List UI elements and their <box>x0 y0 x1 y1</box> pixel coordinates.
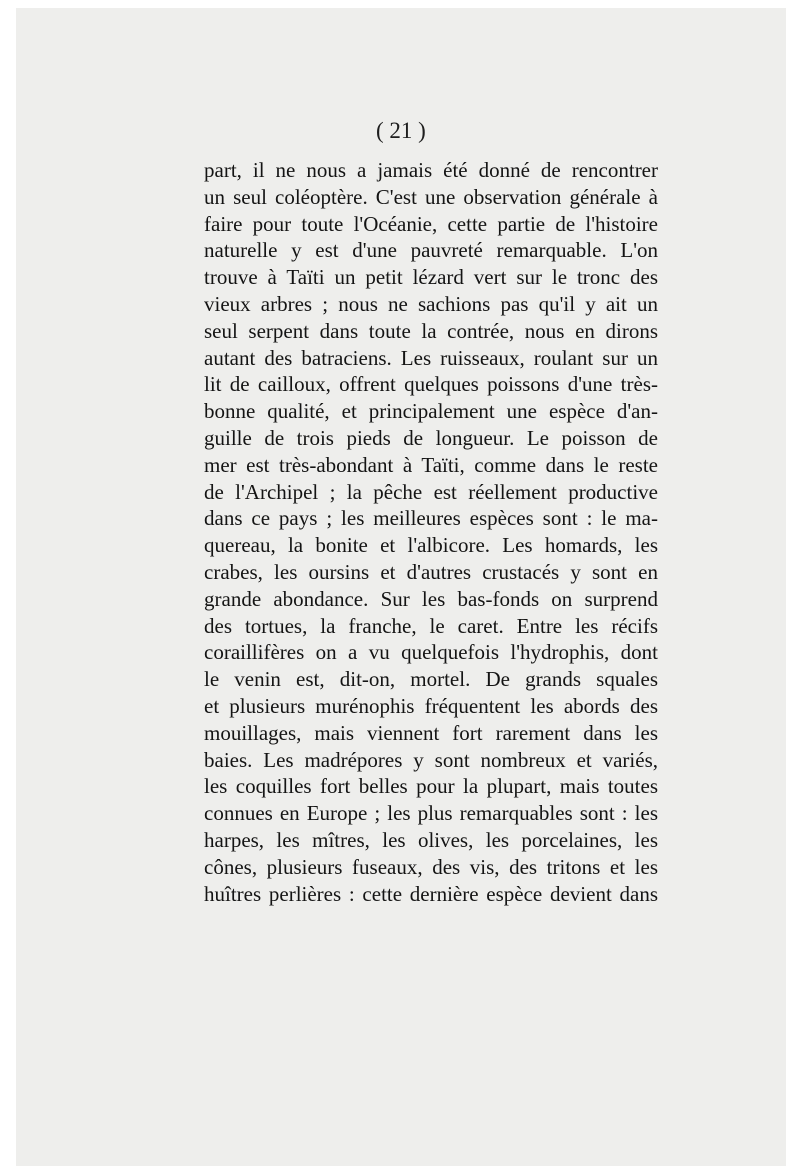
text-line: cônes, plusieurs fuseaux, des vis, des tritons et les <box>204 854 658 879</box>
text-line: part, il ne nous a jamais été donné de rencontrer <box>204 158 658 182</box>
text-line: quereau, la bonite et l'albicore. Les homards, les <box>204 533 658 558</box>
text-line: des tortues, la franche, le caret. Entre les récifs <box>204 613 658 638</box>
text-line: grande abondance. Sur les bas-fonds on surprend <box>204 586 658 611</box>
text-line: seul serpent dans toute la contrée, nous en dirons <box>204 318 658 343</box>
body-text <box>204 157 658 907</box>
text-line: lit de cailloux, offrent quelques poissons d'une très- <box>204 372 658 397</box>
text-line: vieux arbres ; nous ne sachions pas qu'il y ait un <box>204 291 658 316</box>
text-line: un seul coléoptère. C'est une observation générale à <box>204 184 658 209</box>
text-line: harpes, les mîtres, les olives, les porcelaines, les <box>204 827 658 852</box>
page-number: ( 21 ) <box>376 118 426 143</box>
text-line: mer est très-abondant à Taïti, comme dans le reste <box>204 452 658 477</box>
text-line: autant des batraciens. Les ruisseaux, roulant sur un <box>204 345 658 370</box>
text-line: connues en Europe ; les plus remarquables sont : les <box>204 801 658 826</box>
text-line: dans ce pays ; les meilleures espèces sont : le ma- <box>204 506 658 531</box>
text-line: huîtres perlières : cette dernière espèce devient dans <box>204 881 658 906</box>
text-line: le venin est, dit-on, mortel. De grands squales <box>204 667 658 692</box>
text-line: coraillifères on a vu quelquefois l'hydrophis, dont <box>204 640 658 665</box>
text-line: baies. Les madrépores y sont nombreux et variés, <box>204 747 658 772</box>
text-line: et plusieurs murénophis fréquentent les abords des <box>204 693 658 718</box>
text-line: de l'Archipel ; la pêche est réellement productive <box>204 479 658 504</box>
text-line: naturelle y est d'une pauvreté remarquable. L'on <box>204 238 658 263</box>
text-line: crabes, les oursins et d'autres crustacés y sont en <box>204 559 658 584</box>
document-page <box>16 8 786 1166</box>
text-line: mouillages, mais viennent fort rarement dans les <box>204 720 658 745</box>
text-line: guille de trois pieds de longueur. Le poisson de <box>204 425 658 450</box>
text-line: bonne qualité, et principalement une espèce d'an- <box>204 399 658 424</box>
text-line: trouve à Taïti un petit lézard vert sur le tronc des <box>204 265 658 290</box>
text-line: les coquilles fort belles pour la plupart, mais toutes <box>204 774 658 799</box>
text-line: faire pour toute l'Océanie, cette partie de l'histoire <box>204 211 658 236</box>
